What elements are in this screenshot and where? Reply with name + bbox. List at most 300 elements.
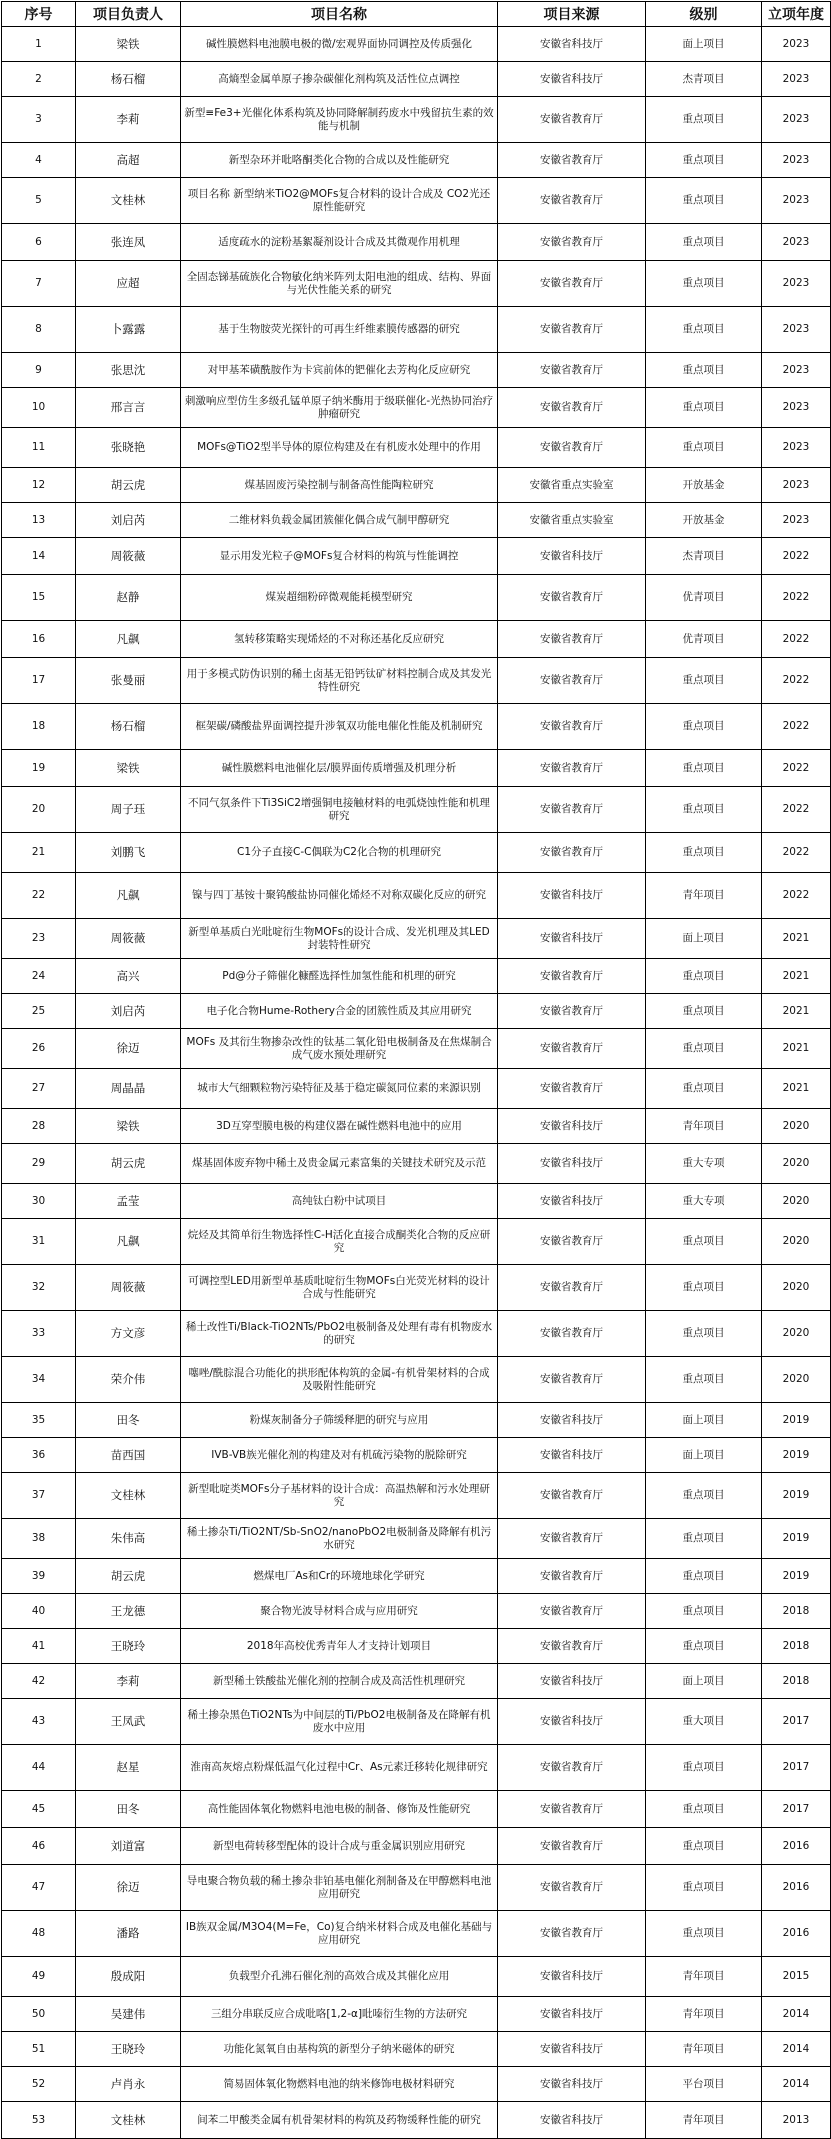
cell-person: 潘路	[76, 1911, 181, 1957]
cell-source: 安徽省教育厅	[498, 1265, 646, 1311]
cell-year: 2015	[762, 1957, 831, 1997]
cell-level: 青年项目	[646, 1109, 762, 1144]
cell-level: 开放基金	[646, 503, 762, 538]
cell-person: 凡飙	[76, 621, 181, 658]
cell-source: 安徽省教育厅	[498, 388, 646, 428]
table-row	[2, 1911, 831, 1957]
cell-person: 王晓玲	[76, 1629, 181, 1664]
cell-source: 安徽省教育厅	[498, 1629, 646, 1664]
cell-no: 15	[2, 575, 76, 621]
cell-source: 安徽省科技厅	[498, 1109, 646, 1144]
cell-source: 安徽省重点实验室	[498, 468, 646, 503]
table-row	[2, 1629, 831, 1664]
cell-title: 稀土掺杂Ti/TiO2NT/Sb-SnO2/nanoPbO2电极制备及降解有机污水研究	[181, 1519, 498, 1559]
table-row	[2, 538, 831, 575]
cell-no: 42	[2, 1664, 76, 1699]
cell-year: 2020	[762, 1219, 831, 1265]
cell-year: 2018	[762, 1664, 831, 1699]
cell-no: 37	[2, 1473, 76, 1519]
table-row	[2, 224, 831, 261]
cell-source: 安徽省科技厅	[498, 1144, 646, 1184]
table-row	[2, 261, 831, 307]
cell-title: 稀土改性Ti/Black-TiO2NTs/PbO2电极制备及处理有毒有机物废水的研究	[181, 1311, 498, 1357]
table-row	[2, 1594, 831, 1629]
table-row	[2, 1311, 831, 1357]
cell-person: 胡云虎	[76, 468, 181, 503]
cell-source: 安徽省教育厅	[498, 787, 646, 833]
cell-source: 安徽省科技厅	[498, 919, 646, 959]
cell-source: 安徽省科技厅	[498, 62, 646, 97]
cell-title: 新型单基质白光吡啶衍生物MOFs的设计合成、发光机理及其LED封装特性研究	[181, 919, 498, 959]
cell-title: 煤炭超细粉碎微观能耗模型研究	[181, 575, 498, 621]
cell-title: 燃煤电厂As和Cr的环境地球化学研究	[181, 1559, 498, 1594]
cell-title: 新型吡啶类MOFs分子基材料的设计合成：高温热解和污水处理研究	[181, 1473, 498, 1519]
cell-year: 2022	[762, 750, 831, 787]
cell-level: 重点项目	[646, 428, 762, 468]
cell-year: 2021	[762, 1069, 831, 1109]
cell-title: 3D互穿型膜电极的构建仪器在碱性燃料电池中的应用	[181, 1109, 498, 1144]
cell-year: 2013	[762, 2102, 831, 2139]
table-row	[2, 1559, 831, 1594]
cell-person: 周筱薇	[76, 1265, 181, 1311]
cell-title: 对甲基苯磺酰胺作为卡宾前体的钯催化去芳构化反应研究	[181, 353, 498, 388]
cell-no: 19	[2, 750, 76, 787]
cell-source: 安徽省教育厅	[498, 224, 646, 261]
cell-year: 2021	[762, 994, 831, 1029]
cell-no: 41	[2, 1629, 76, 1664]
cell-source: 安徽省科技厅	[498, 1184, 646, 1219]
cell-year: 2023	[762, 428, 831, 468]
cell-no: 43	[2, 1699, 76, 1745]
cell-source: 安徽省教育厅	[498, 704, 646, 750]
cell-title: MOFs@TiO2型半导体的原位构建及在有机废水处理中的作用	[181, 428, 498, 468]
table-row	[2, 1957, 831, 1997]
cell-source: 安徽省教育厅	[498, 1069, 646, 1109]
cell-source: 安徽省科技厅	[498, 873, 646, 919]
cell-person: 刘启芮	[76, 994, 181, 1029]
table-row	[2, 143, 831, 178]
cell-level: 重点项目	[646, 1911, 762, 1957]
cell-no: 35	[2, 1403, 76, 1438]
cell-no: 34	[2, 1357, 76, 1403]
cell-title: 碱性膜燃料电池催化层/膜界面传质增强及机理分析	[181, 750, 498, 787]
cell-year: 2016	[762, 1911, 831, 1957]
cell-level: 重点项目	[646, 261, 762, 307]
cell-no: 30	[2, 1184, 76, 1219]
cell-person: 刘鹏飞	[76, 833, 181, 873]
cell-person: 高超	[76, 143, 181, 178]
cell-no: 13	[2, 503, 76, 538]
cell-no: 10	[2, 388, 76, 428]
cell-title: 显示用发光粒子@MOFs复合材料的构筑与性能调控	[181, 538, 498, 575]
cell-no: 28	[2, 1109, 76, 1144]
cell-year: 2020	[762, 1184, 831, 1219]
cell-no: 29	[2, 1144, 76, 1184]
cell-title: 聚合物光波导材料合成与应用研究	[181, 1594, 498, 1629]
table-row	[2, 994, 831, 1029]
table-row	[2, 1069, 831, 1109]
cell-level: 重点项目	[646, 353, 762, 388]
cell-title: 新型杂环并吡咯酮类化合物的合成以及性能研究	[181, 143, 498, 178]
header-source: 项目来源	[498, 2, 646, 27]
cell-source: 安徽省教育厅	[498, 353, 646, 388]
cell-source: 安徽省教育厅	[498, 1594, 646, 1629]
cell-person: 王晓玲	[76, 2032, 181, 2067]
cell-title: 简易固体氧化物燃料电池的纳米修饰电极材料研究	[181, 2067, 498, 2102]
cell-title: 间苯二甲酸类金属有机骨架材料的构筑及药物缓释性能的研究	[181, 2102, 498, 2139]
cell-level: 青年项目	[646, 873, 762, 919]
table-row	[2, 1357, 831, 1403]
cell-level: 重点项目	[646, 1828, 762, 1865]
cell-person: 苗西国	[76, 1438, 181, 1473]
cell-no: 5	[2, 178, 76, 224]
cell-title: 电子化合物Hume-Rothery合金的团簇性质及其应用研究	[181, 994, 498, 1029]
table-row	[2, 1865, 831, 1911]
cell-no: 12	[2, 468, 76, 503]
cell-source: 安徽省教育厅	[498, 1745, 646, 1791]
cell-person: 周筱薇	[76, 919, 181, 959]
table-row	[2, 873, 831, 919]
cell-no: 24	[2, 959, 76, 994]
cell-person: 张晓艳	[76, 428, 181, 468]
cell-source: 安徽省科技厅	[498, 1997, 646, 2032]
cell-title: 基于生物胺荧光探针的可再生纤维素膜传感器的研究	[181, 307, 498, 353]
table-row	[2, 750, 831, 787]
cell-person: 梁铁	[76, 750, 181, 787]
cell-level: 面上项目	[646, 27, 762, 62]
table-row	[2, 1184, 831, 1219]
cell-no: 45	[2, 1791, 76, 1828]
cell-title: 全固态锑基硫族化合物敏化纳米阵列太阳电池的组成、结构、界面与光伏性能关系的研究	[181, 261, 498, 307]
cell-year: 2023	[762, 143, 831, 178]
cell-person: 赵静	[76, 575, 181, 621]
cell-level: 重点项目	[646, 1265, 762, 1311]
cell-title: 项目名称 新型纳米TiO2@MOFs复合材料的设计合成及 CO2光还原性能研究	[181, 178, 498, 224]
cell-level: 重点项目	[646, 307, 762, 353]
cell-year: 2017	[762, 1791, 831, 1828]
cell-source: 安徽省教育厅	[498, 658, 646, 704]
table-row	[2, 1699, 831, 1745]
cell-year: 2023	[762, 503, 831, 538]
header-person: 项目负责人	[76, 2, 181, 27]
cell-source: 安徽省教育厅	[498, 1029, 646, 1069]
cell-level: 重点项目	[646, 143, 762, 178]
cell-source: 安徽省科技厅	[498, 1664, 646, 1699]
cell-person: 凡飙	[76, 873, 181, 919]
table-row	[2, 2032, 831, 2067]
table-row	[2, 1109, 831, 1144]
cell-person: 文桂林	[76, 1473, 181, 1519]
cell-year: 2019	[762, 1473, 831, 1519]
table-row	[2, 62, 831, 97]
cell-year: 2020	[762, 1265, 831, 1311]
cell-person: 徐迈	[76, 1865, 181, 1911]
cell-person: 卜露露	[76, 307, 181, 353]
cell-level: 重点项目	[646, 704, 762, 750]
cell-source: 安徽省教育厅	[498, 178, 646, 224]
table-row	[2, 1519, 831, 1559]
cell-person: 文桂林	[76, 2102, 181, 2139]
cell-level: 重点项目	[646, 224, 762, 261]
cell-year: 2014	[762, 2032, 831, 2067]
cell-level: 重点项目	[646, 787, 762, 833]
cell-title: MOFs 及其衍生物掺杂改性的钛基二氧化铅电极制备及在焦煤制合成气废水预处理研究	[181, 1029, 498, 1069]
cell-no: 40	[2, 1594, 76, 1629]
cell-title: 刺激响应型仿生多级孔锰单原子纳米酶用于级联催化-光热协同治疗肿瘤研究	[181, 388, 498, 428]
cell-person: 高兴	[76, 959, 181, 994]
header-level: 级别	[646, 2, 762, 27]
cell-level: 重点项目	[646, 1311, 762, 1357]
cell-title: 三组分串联反应合成吡咯[1,2-α]吡嗪衍生物的方法研究	[181, 1997, 498, 2032]
cell-no: 7	[2, 261, 76, 307]
cell-source: 安徽省教育厅	[498, 307, 646, 353]
cell-year: 2019	[762, 1519, 831, 1559]
cell-no: 4	[2, 143, 76, 178]
cell-no: 3	[2, 97, 76, 143]
cell-level: 重点项目	[646, 833, 762, 873]
cell-year: 2022	[762, 621, 831, 658]
cell-title: C1分子直接C-C偶联为C2化合物的机理研究	[181, 833, 498, 873]
cell-no: 47	[2, 1865, 76, 1911]
cell-person: 徐迈	[76, 1029, 181, 1069]
cell-title: 煤基固体废弃物中稀土及贵金属元素富集的关键技术研究及示范	[181, 1144, 498, 1184]
cell-person: 凡飙	[76, 1219, 181, 1265]
cell-title: IB族双金属/M3O4(M=Fe，Co)复合纳米材料合成及电催化基础与应用研究	[181, 1911, 498, 1957]
cell-level: 青年项目	[646, 2032, 762, 2067]
cell-no: 20	[2, 787, 76, 833]
table-row	[2, 307, 831, 353]
cell-person: 王凤武	[76, 1699, 181, 1745]
cell-level: 重点项目	[646, 1791, 762, 1828]
header-title: 项目名称	[181, 2, 498, 27]
cell-no: 14	[2, 538, 76, 575]
cell-no: 49	[2, 1957, 76, 1997]
cell-title: 碱性膜燃料电池膜电极的微/宏观界面协同调控及传质强化	[181, 27, 498, 62]
cell-source: 安徽省教育厅	[498, 1791, 646, 1828]
cell-year: 2022	[762, 538, 831, 575]
cell-year: 2021	[762, 959, 831, 994]
cell-source: 安徽省科技厅	[498, 1438, 646, 1473]
cell-no: 23	[2, 919, 76, 959]
header-year: 立项年度	[762, 2, 831, 27]
cell-person: 吴建伟	[76, 1997, 181, 2032]
cell-person: 殷成阳	[76, 1957, 181, 1997]
table-row	[2, 919, 831, 959]
cell-year: 2020	[762, 1109, 831, 1144]
cell-title: 框架碳/磷酸盐界面调控提升涉氧双功能电催化性能及机制研究	[181, 704, 498, 750]
cell-year: 2014	[762, 2067, 831, 2102]
cell-level: 重点项目	[646, 1559, 762, 1594]
cell-person: 梁铁	[76, 1109, 181, 1144]
cell-no: 26	[2, 1029, 76, 1069]
cell-year: 2023	[762, 27, 831, 62]
cell-source: 安徽省教育厅	[498, 621, 646, 658]
cell-source: 安徽省科技厅	[498, 1699, 646, 1745]
cell-source: 安徽省教育厅	[498, 1828, 646, 1865]
cell-person: 梁铁	[76, 27, 181, 62]
cell-person: 张连凤	[76, 224, 181, 261]
cell-year: 2023	[762, 62, 831, 97]
cell-level: 面上项目	[646, 1664, 762, 1699]
cell-source: 安徽省科技厅	[498, 538, 646, 575]
cell-source: 安徽省教育厅	[498, 1559, 646, 1594]
cell-year: 2023	[762, 307, 831, 353]
cell-year: 2023	[762, 353, 831, 388]
cell-title: 煤基固废污染控制与制备高性能陶粒研究	[181, 468, 498, 503]
cell-title: 新型电荷转移型配体的设计合成与重金属识别应用研究	[181, 1828, 498, 1865]
cell-no: 51	[2, 2032, 76, 2067]
table-row	[2, 388, 831, 428]
table-row	[2, 787, 831, 833]
cell-level: 重大专项	[646, 1184, 762, 1219]
cell-person: 周晶晶	[76, 1069, 181, 1109]
cell-title: 淮南高灰熔点粉煤低温气化过程中Cr、As元素迁移转化规律研究	[181, 1745, 498, 1791]
cell-year: 2016	[762, 1828, 831, 1865]
cell-title: 新型稀土铁酸盐光催化剂的控制合成及高活性机理研究	[181, 1664, 498, 1699]
cell-person: 卢肖永	[76, 2067, 181, 2102]
cell-title: 高熵型金属单原子掺杂碳催化剂构筑及活性位点调控	[181, 62, 498, 97]
cell-person: 李莉	[76, 97, 181, 143]
table-row	[2, 1029, 831, 1069]
cell-level: 青年项目	[646, 2102, 762, 2139]
cell-level: 重点项目	[646, 1519, 762, 1559]
cell-year: 2014	[762, 1997, 831, 2032]
cell-year: 2020	[762, 1144, 831, 1184]
cell-level: 重点项目	[646, 1473, 762, 1519]
cell-no: 53	[2, 2102, 76, 2139]
cell-source: 安徽省教育厅	[498, 97, 646, 143]
cell-person: 张思沈	[76, 353, 181, 388]
table-row	[2, 1473, 831, 1519]
cell-no: 48	[2, 1911, 76, 1957]
cell-no: 16	[2, 621, 76, 658]
cell-title: 氢转移策略实现烯烃的不对称还基化反应研究	[181, 621, 498, 658]
cell-no: 18	[2, 704, 76, 750]
cell-level: 重点项目	[646, 178, 762, 224]
cell-level: 重大项目	[646, 1699, 762, 1745]
cell-no: 31	[2, 1219, 76, 1265]
cell-level: 优青项目	[646, 621, 762, 658]
table-row	[2, 1219, 831, 1265]
cell-level: 重点项目	[646, 750, 762, 787]
cell-person: 刘启芮	[76, 503, 181, 538]
cell-year: 2023	[762, 261, 831, 307]
cell-source: 安徽省教育厅	[498, 143, 646, 178]
cell-person: 李莉	[76, 1664, 181, 1699]
cell-no: 8	[2, 307, 76, 353]
cell-year: 2021	[762, 919, 831, 959]
cell-source: 安徽省教育厅	[498, 1911, 646, 1957]
cell-title: 用于多模式防伪识别的稀土卤基无铅钙钛矿材料控制合成及其发光特性研究	[181, 658, 498, 704]
cell-year: 2018	[762, 1629, 831, 1664]
cell-year: 2017	[762, 1745, 831, 1791]
header-row	[2, 2, 831, 27]
table-row	[2, 704, 831, 750]
cell-no: 52	[2, 2067, 76, 2102]
cell-no: 22	[2, 873, 76, 919]
cell-title: 不同气氛条件下Ti3SiC2增强铜电接触材料的电弧烧蚀性能和机理研究	[181, 787, 498, 833]
cell-source: 安徽省教育厅	[498, 1865, 646, 1911]
cell-title: 功能化氮氧自由基构筑的新型分子纳米磁体的研究	[181, 2032, 498, 2067]
cell-title: 高性能固体氧化物燃料电池电极的制备、修饰及性能研究	[181, 1791, 498, 1828]
cell-title: 负载型介孔沸石催化剂的高效合成及其催化应用	[181, 1957, 498, 1997]
table-row	[2, 1791, 831, 1828]
cell-person: 杨石榴	[76, 62, 181, 97]
cell-person: 荣介伟	[76, 1357, 181, 1403]
cell-level: 平台项目	[646, 2067, 762, 2102]
cell-level: 重点项目	[646, 97, 762, 143]
cell-year: 2022	[762, 658, 831, 704]
cell-person: 王龙德	[76, 1594, 181, 1629]
cell-source: 安徽省教育厅	[498, 1519, 646, 1559]
cell-person: 张曼丽	[76, 658, 181, 704]
cell-no: 32	[2, 1265, 76, 1311]
cell-title: 2018年高校优秀青年人才支持计划项目	[181, 1629, 498, 1664]
cell-year: 2023	[762, 178, 831, 224]
cell-title: 镍与四丁基铵十聚钨酸盐协同催化烯烃不对称双碳化反应的研究	[181, 873, 498, 919]
table-row	[2, 575, 831, 621]
cell-source: 安徽省教育厅	[498, 959, 646, 994]
table-row	[2, 1265, 831, 1311]
cell-no: 27	[2, 1069, 76, 1109]
cell-title: 城市大气细颗粒物污染特征及基于稳定碳氮同位素的来源识别	[181, 1069, 498, 1109]
cell-level: 面上项目	[646, 1438, 762, 1473]
table-row	[2, 1997, 831, 2032]
cell-no: 46	[2, 1828, 76, 1865]
cell-level: 杰青项目	[646, 62, 762, 97]
cell-no: 1	[2, 27, 76, 62]
cell-source: 安徽省教育厅	[498, 1357, 646, 1403]
cell-level: 青年项目	[646, 1997, 762, 2032]
cell-source: 安徽省科技厅	[498, 2032, 646, 2067]
cell-source: 安徽省教育厅	[498, 1473, 646, 1519]
cell-year: 2022	[762, 833, 831, 873]
cell-year: 2023	[762, 224, 831, 261]
cell-source: 安徽省教育厅	[498, 833, 646, 873]
cell-level: 重大专项	[646, 1144, 762, 1184]
cell-year: 2017	[762, 1699, 831, 1745]
cell-title: 粉煤灰制备分子筛缓释肥的研究与应用	[181, 1403, 498, 1438]
table-row	[2, 178, 831, 224]
table-row	[2, 1403, 831, 1438]
cell-year: 2022	[762, 575, 831, 621]
cell-level: 面上项目	[646, 1403, 762, 1438]
cell-level: 开放基金	[646, 468, 762, 503]
cell-person: 胡云虎	[76, 1144, 181, 1184]
cell-title: 高纯钛白粉中试项目	[181, 1184, 498, 1219]
table-row	[2, 27, 831, 62]
table-row	[2, 97, 831, 143]
table-row	[2, 959, 831, 994]
cell-year: 2023	[762, 97, 831, 143]
cell-level: 重点项目	[646, 1594, 762, 1629]
cell-no: 36	[2, 1438, 76, 1473]
cell-no: 11	[2, 428, 76, 468]
cell-source: 安徽省科技厅	[498, 1403, 646, 1438]
cell-year: 2019	[762, 1403, 831, 1438]
cell-year: 2021	[762, 1029, 831, 1069]
cell-level: 重点项目	[646, 388, 762, 428]
table-row	[2, 1828, 831, 1865]
cell-source: 安徽省科技厅	[498, 1957, 646, 1997]
cell-source: 安徽省重点实验室	[498, 503, 646, 538]
cell-source: 安徽省教育厅	[498, 1311, 646, 1357]
cell-person: 赵星	[76, 1745, 181, 1791]
cell-level: 重点项目	[646, 1629, 762, 1664]
cell-year: 2022	[762, 787, 831, 833]
cell-title: 二维材料负载金属团簇催化偶合成气制甲醇研究	[181, 503, 498, 538]
table-row	[2, 658, 831, 704]
